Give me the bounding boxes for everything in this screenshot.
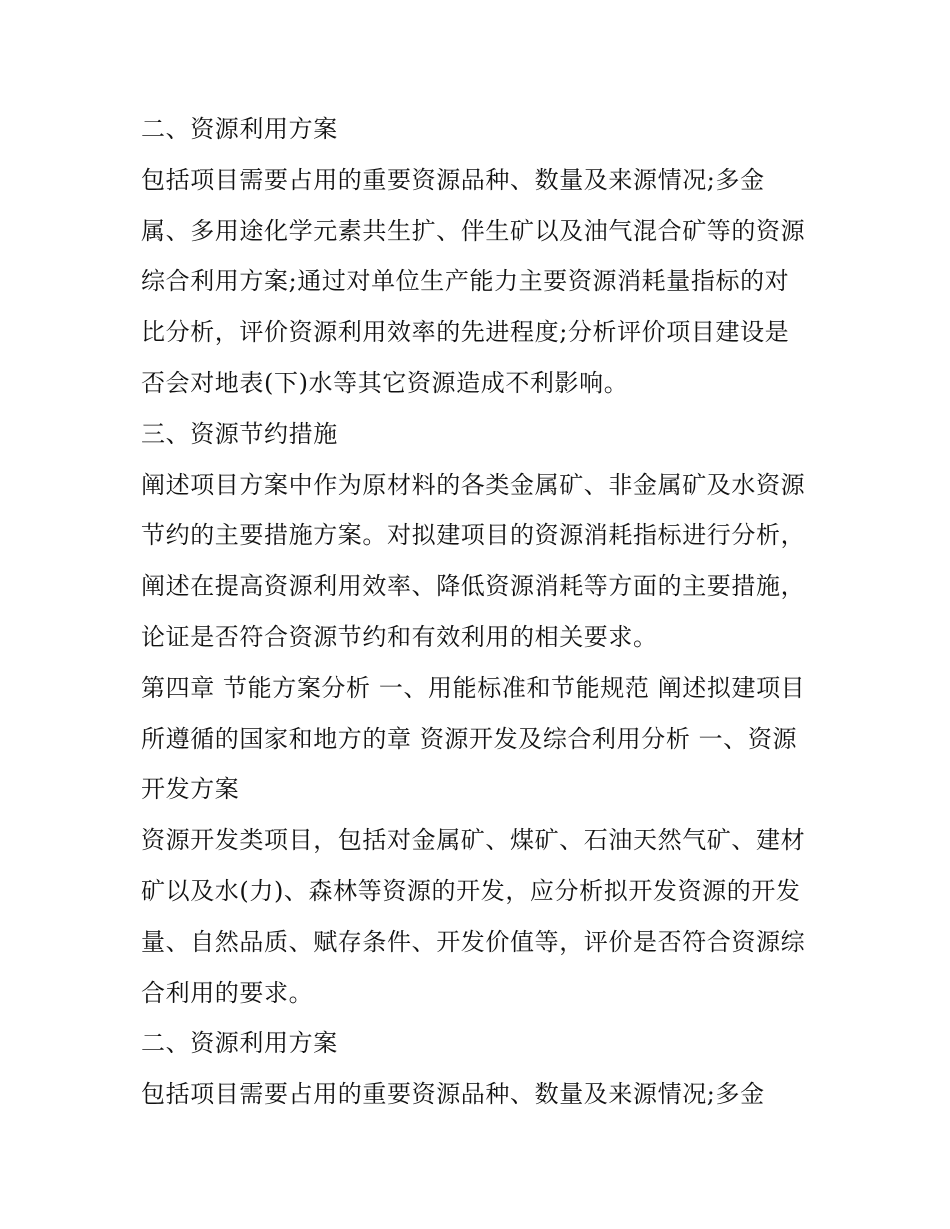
paragraph-line: 包括项目需要占用的重要资源品种、数量及来源情况;多金 [141, 1080, 765, 1109]
paragraph-line: 否会对地表(下)水等其它资源造成不利影响。 [141, 368, 629, 397]
paragraph-line: 阐述项目方案中作为原材料的各类金属矿、非金属矿及水资源 [141, 470, 806, 499]
document-body [141, 104, 821, 1120]
paragraph-line: 第四章 节能方案分析 一、用能标准和节能规范 阐述拟建项目 [141, 673, 806, 702]
paragraph-line: 资源开发类项目，包括对金属矿、煤矿、石油天然气矿、建材 [141, 826, 806, 855]
paragraph-line: 包括项目需要占用的重要资源品种、数量及来源情况;多金 [141, 165, 765, 194]
paragraph-line: 合利用的要求。 [141, 978, 314, 1007]
paragraph-line: 属、多用途化学元素共生扩、伴生矿以及油气混合矿等的资源 [141, 216, 806, 245]
paragraph-line: 开发方案 [141, 775, 240, 804]
section-heading-resource-saving: 三、资源节约措施 [141, 419, 338, 448]
paragraph-line: 节约的主要措施方案。对拟建项目的资源消耗指标进行分析， [141, 521, 806, 550]
paragraph-line: 阐述在提高资源利用效率、降低资源消耗等方面的主要措施， [141, 572, 806, 601]
paragraph-line: 论证是否符合资源节约和有效利用的相关要求。 [141, 622, 658, 651]
paragraph-line: 综合利用方案;通过对单位生产能力主要资源消耗量指标的对 [141, 267, 790, 296]
section-heading-resource-utilization-repeat: 二、资源利用方案 [141, 1029, 338, 1058]
paragraph-line: 矿以及水(力)、森林等资源的开发，应分析拟开发资源的开发 [141, 876, 801, 905]
paragraph-line: 比分析，评价资源利用效率的先进程度;分析评价项目建设是 [141, 318, 790, 347]
paragraph-line: 所遵循的国家和地方的章 资源开发及综合利用分析 一、资源 [141, 724, 798, 753]
paragraph-line: 量、自然品质、赋存条件、开发价值等，评价是否符合资源综 [141, 927, 806, 956]
section-heading-resource-utilization: 二、资源利用方案 [141, 115, 338, 143]
